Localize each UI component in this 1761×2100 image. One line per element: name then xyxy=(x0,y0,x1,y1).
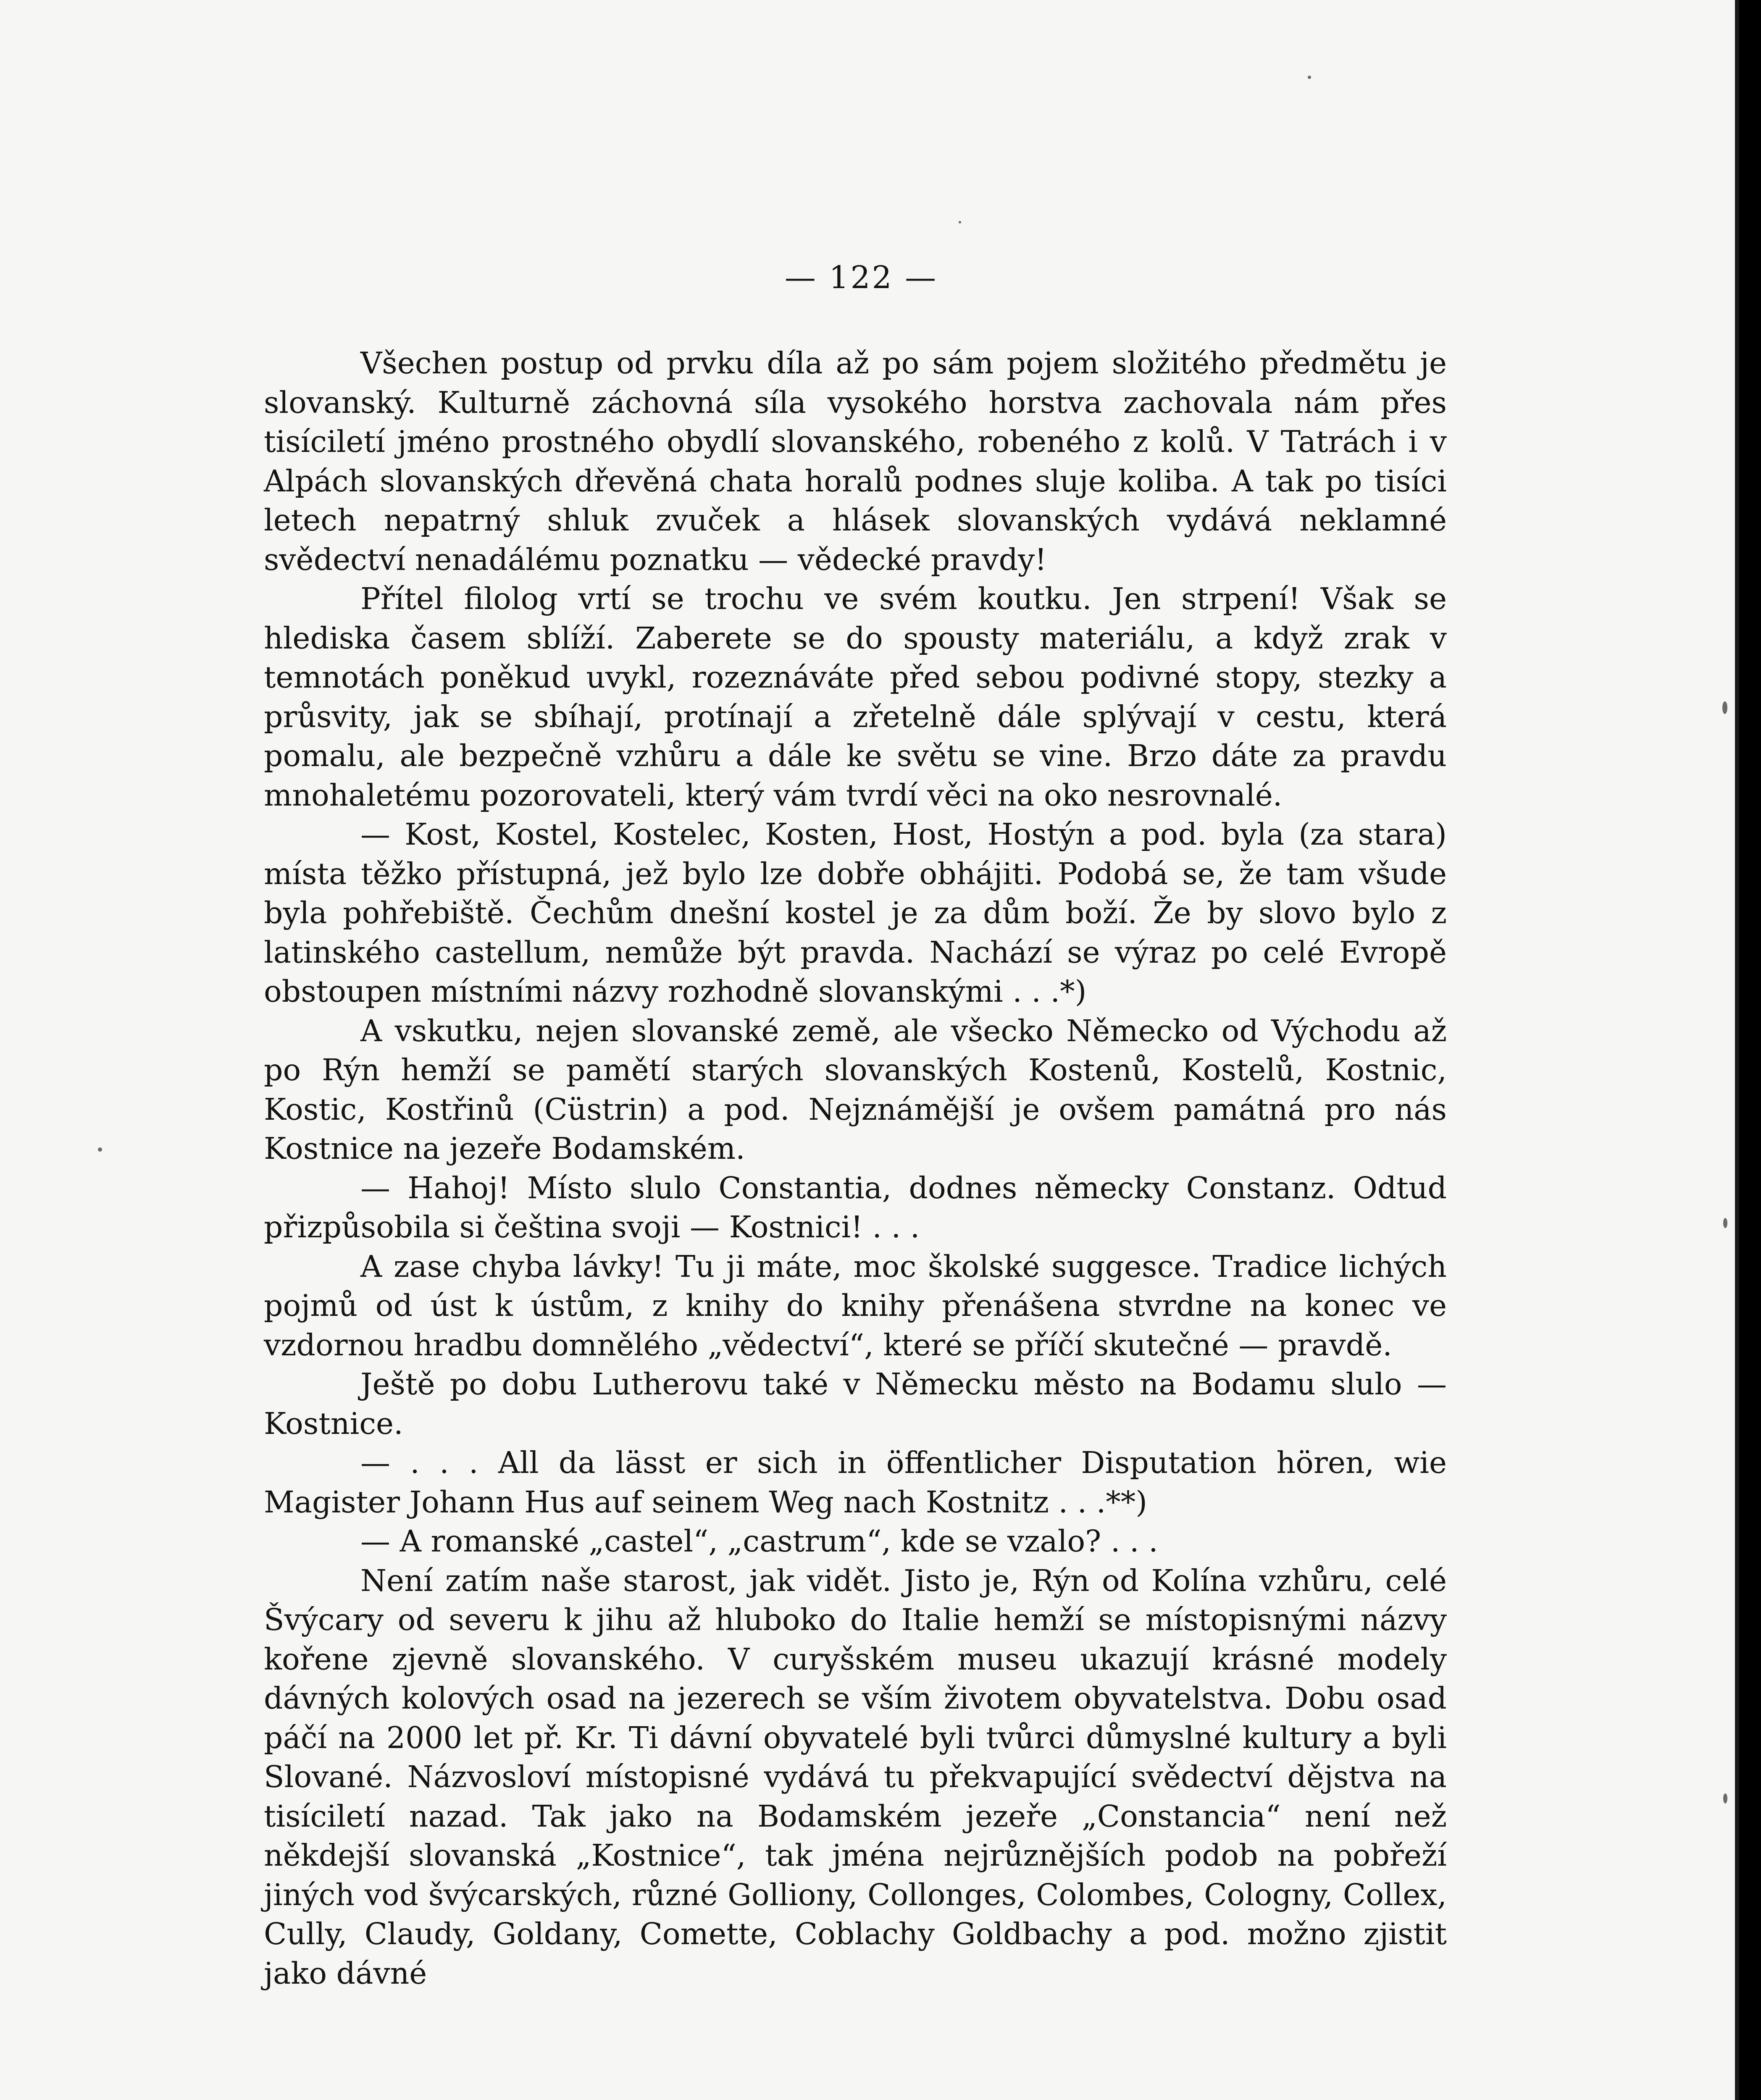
paragraph-6: A zase chyba lávky! Tu ji máte, moc školské suggesce. Tradice lichých pojmů od úst k ústům, z knihy do knihy přenášena stvrdne na konec ve vzdornou hradbu domnělého „vědectví“, které se příčí skutečné — pravdě. xyxy=(264,1249,1447,1362)
paragraph-9: — A romanské „castel“, „castrum“, kde se vzalo? . . . xyxy=(360,1524,1158,1559)
paragraph-3: — Kost, Kostel, Kostelec, Kosten, Host, Hostýn a pod. byla (za stara) místa těžko přístupná, jež bylo lze dobře obhájiti. Podobá se, že tam všude byla pohřebiště. Čechům dnešní kostel je za dům boží. Že by slovo bylo z latinského castellum, nemůže být pravda. Nachází se výraz po celé Evropě obstoupen místními názvy rozhodně slovanskými . . .*) xyxy=(264,817,1447,1009)
scan-speck xyxy=(1723,1793,1727,1803)
body-text xyxy=(264,344,1447,1993)
scan-speck xyxy=(1723,1218,1727,1228)
paragraph-5: — Hahoj! Místo slulo Constantia, dodnes německy Constanz. Odtud přizpůsobila si čeština svoji — Kostnici! . . . xyxy=(264,1170,1447,1244)
paragraph-4: A vskutku, nejen slovanské země, ale všecko Německo od Východu až po Rýn hemží se pamětí starých slovanských Kostenů, Kostelů, Kostnic, Kostic, Kostřinů (Cüstrin) a pod. Nejznámější je ovšem památná pro nás Kostnice na jezeře Bodamském. xyxy=(264,1013,1447,1166)
scan-speck xyxy=(1722,701,1727,714)
page-number: — 122 — xyxy=(784,260,938,296)
paragraph-7: Ještě po dobu Lutherovu také v Německu město na Bodamu slulo — Kostnice. xyxy=(264,1367,1447,1441)
paragraph-8: — . . . All da lässt er sich in öffentlicher Disputation hören, wie Magister Johann Hus auf seinem Weg nach Kostnitz . . .**) xyxy=(264,1445,1447,1520)
scan-speck xyxy=(98,1147,102,1152)
scan-speck xyxy=(1308,76,1311,79)
scan-speck xyxy=(959,221,961,223)
paragraph-2: Přítel filolog vrtí se trochu ve svém koutku. Jen strpení! Však se hlediska časem sblíží. Zaberete se do spousty materiálu, a když zrak v temnotách poněkud uvykl, rozeznáváte před sebou podivné stopy, stezky a průsvity, jak se sbíhají, protínají a zřetelně dále splývají v cestu, která pomalu, ale bezpečně vzhůru a dále ke světu se vine. Brzo dáte za pravdu mnohaletému pozorovateli, který vám tvrdí věci na oko nesrovnalé. xyxy=(264,581,1447,813)
paragraph-1: Všechen postup od prvku díla až po sám pojem složitého předmětu je slovanský. Kulturně záchovná síla vysokého horstva zachovala nám přes tisíciletí jméno prostného obydlí slovanského, robeného z kolů. V Tatrách i v Alpách slovanských dřevěná chata horalů podnes sluje koliba. A tak po tisíci letech nepatrný shluk zvuček a hlásek slovanských vydává neklamné svědectví nenadálému poznatku — vědecké pravdy! xyxy=(264,346,1447,577)
paragraph-10: Není zatím naše starost, jak vidět. Jisto je, Rýn od Kolína vzhůru, celé Švýcary od severu k jihu až hluboko do Italie hemží se místopisnými názvy kořene zjevně slovanského. V curyšském museu ukazují krásné modely dávných kolových osad na jezerech se vším životem obyvatelstva. Dobu osad páčí na 2000 let př. Kr. Ti dávní obyvatelé byli tvůrci důmyslné kultury a byli Slované. Názvosloví místopisné vydává tu překvapující svědectví dějstva na tisíciletí nazad. Tak jako na Bodamském jezeře „Constancia“ není než někdejší slovanská „Kostnice“, tak jména nejrůznějších podob na pobřeží jiných vod švýcarských, různé Golliony, Collonges, Colombes, Cologny, Collex, Cully, Claudy, Goldany, Comette, Coblachy Goldbachy a pod. možno zjistit jako dávné xyxy=(264,1563,1447,1991)
